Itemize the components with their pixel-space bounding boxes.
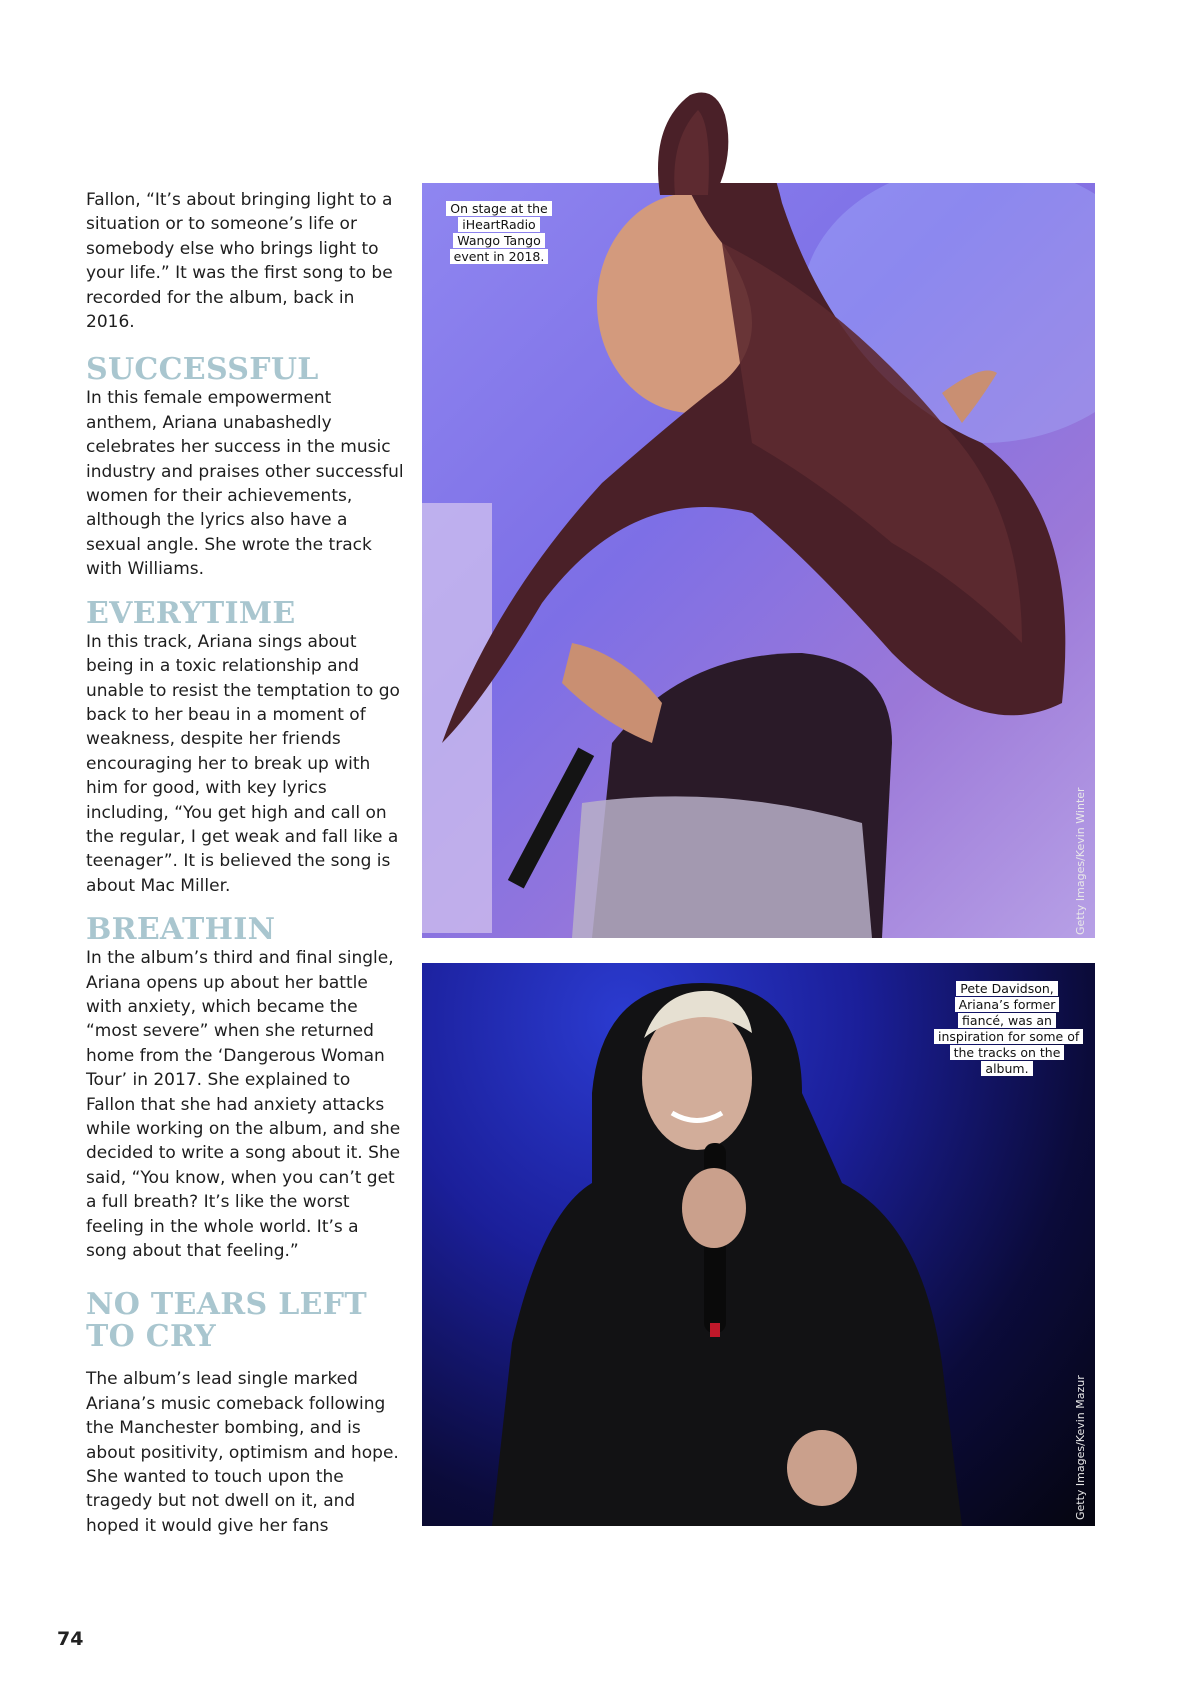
- heading-no-tears-line2: TO CRY: [86, 1319, 217, 1355]
- photo1-caption: [440, 201, 558, 265]
- article-text-column: [86, 188, 404, 1538]
- no-tears-paragraph: The album’s lead single marked Ariana’s music comeback following the Manchester bombing, and is about positivity, optimism and hope. She wanted to touch upon the tragedy but not dwell on it, and hoped it would give her fans: [86, 1369, 399, 1536]
- photo1-hair-overhang: [620, 85, 740, 195]
- photo-ariana-on-stage: [422, 183, 1095, 938]
- photo-pete-davidson: [422, 963, 1095, 1526]
- stage-performer-illustration: [422, 183, 1095, 938]
- breathin-paragraph: In the album’s third and final single, Ariana opens up about her battle with anxiety, which became the “most severe” when she returned home from the ‘Dangerous Woman Tour’ in 2017. She explained to Fallon that she had anxiety attacks while working on the album, and she decided to write a song about it. She said, “You know, when you can’t get a full breath? It’s like the worst feeling in the whole world. It’s a song about that feeling.”: [86, 948, 401, 1262]
- successful-paragraph: In this female empowerment anthem, Ariana unabashedly celebrates her success in the music industry and praises other successful women for their achievements, although the lyrics also have a sexual angle. She wrote the track with Williams.: [86, 388, 404, 580]
- photo1-caption-text: On stage at the iHeartRadio Wango Tango event in 2018.: [446, 201, 551, 264]
- photo2-caption-text: Pete Davidson, Ariana’s former fiancé, was an inspiration for some of the tracks on the album.: [934, 981, 1083, 1076]
- photo1-credit: Getty Images/Kevin Winter: [1074, 787, 1087, 935]
- intro-paragraph: Fallon, “It’s about bringing light to a situation or to someone’s life or somebody else who brings light to your life.” It was the first song to be recorded for the album, back in 2016.: [86, 190, 393, 333]
- heading-breathin: BREATHIN: [86, 912, 276, 948]
- heading-everytime: EVERYTIME: [86, 595, 296, 631]
- photo2-credit: Getty Images/Kevin Mazur: [1074, 1375, 1087, 1520]
- heading-successful: SUCCESSFUL: [86, 352, 319, 388]
- heading-no-tears-line1: NO TEARS LEFT: [86, 1287, 367, 1323]
- heading-no-tears-left-to-cry: [86, 1289, 404, 1353]
- page-number: 74: [57, 1628, 84, 1650]
- photo2-caption: [934, 981, 1080, 1077]
- everytime-paragraph: In this track, Ariana sings about being in a toxic relationship and unable to resist the temptation to go back to her beau in a moment of weakness, despite her friends encouraging her to break up with him for good, with key lyrics including, “You get high and call on the regular, I get weak and fall like a teenager”. It is believed the song is about Mac Miller.: [86, 631, 400, 896]
